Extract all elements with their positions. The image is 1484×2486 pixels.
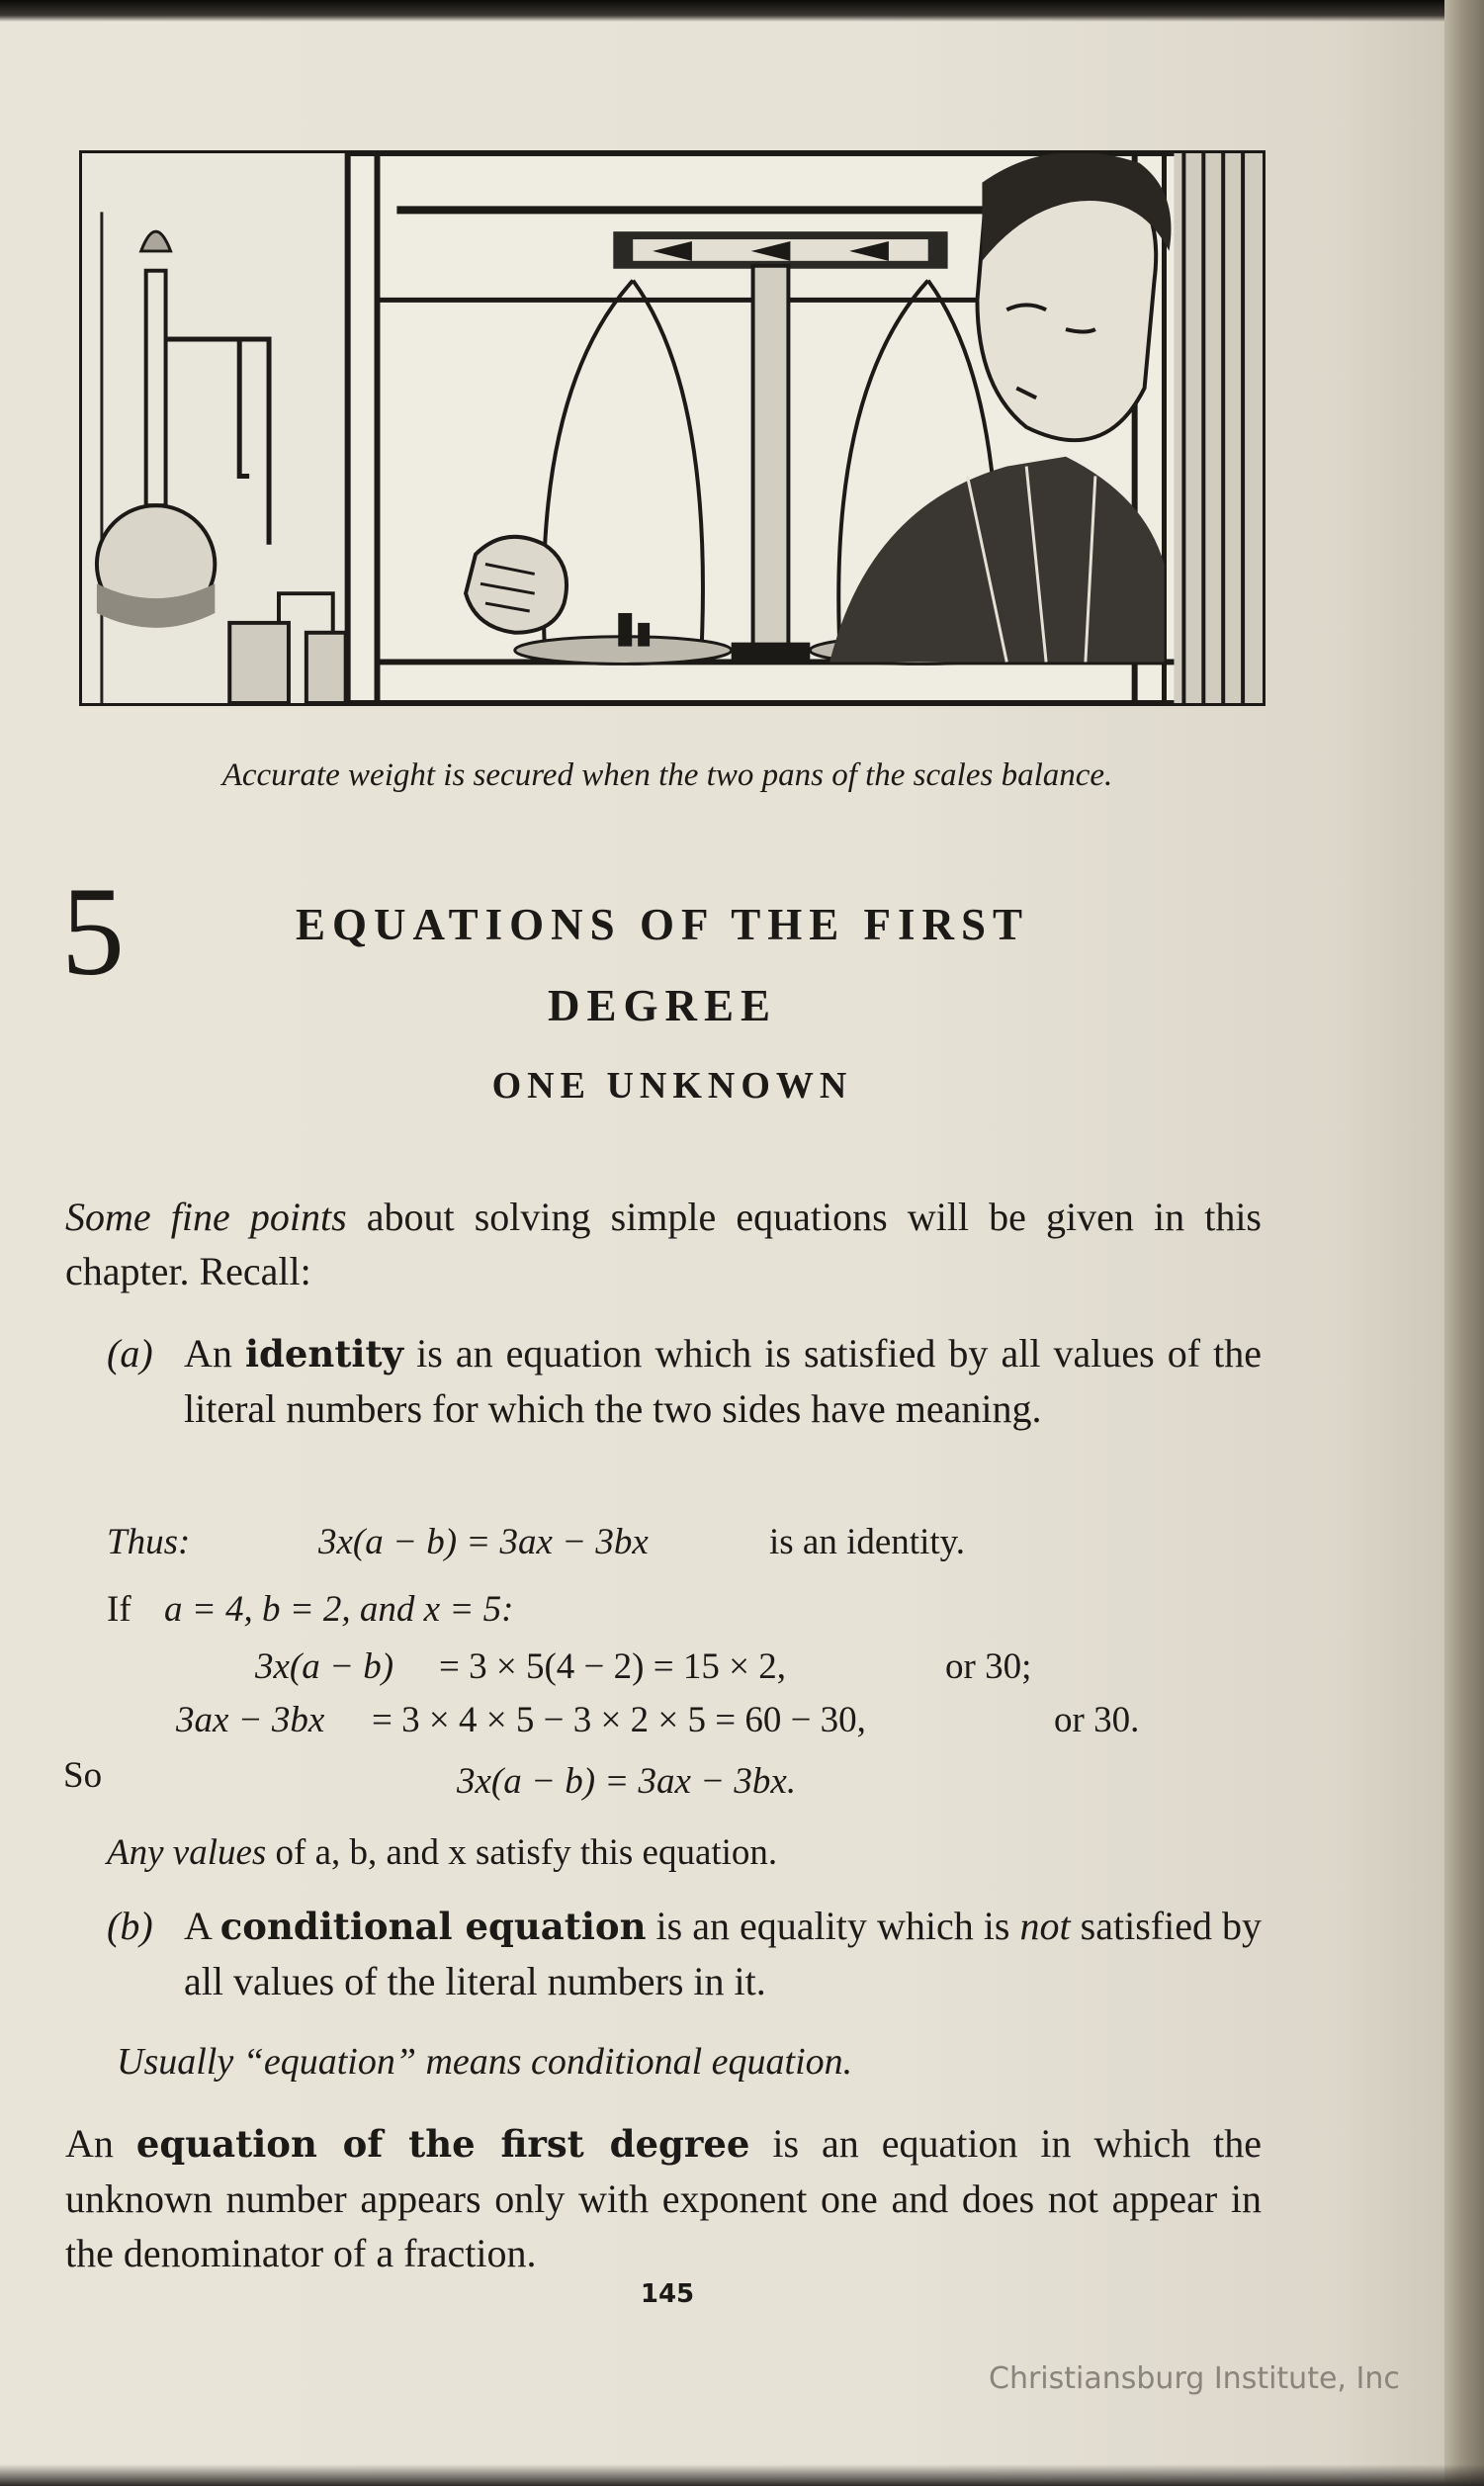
chapter-title-line-1: EQUATIONS OF THE FIRST <box>295 900 1030 949</box>
watermark: Christiansburg Institute, Inc <box>989 2361 1400 2396</box>
any-values-sentence: Any values of a, b, and x satisfy this equation. <box>107 1832 778 1873</box>
thus-label: Thus: <box>107 1522 191 1562</box>
illustration-caption: Accurate weight is secured when the two pans of the scales balance. <box>221 757 1113 793</box>
item-b-label: (b) <box>107 1904 153 1948</box>
balance-scale-drawing <box>82 153 1263 703</box>
so-label: So <box>63 1755 103 1796</box>
book-edge <box>1444 0 1484 2486</box>
line2-lhs: 3ax − 3bx <box>176 1700 325 1740</box>
page-bottom-shadow <box>0 2464 1484 2486</box>
term-first-degree: equation of the first degree <box>135 2122 750 2166</box>
if-values: a = 4, b = 2, and x = 5: <box>164 1589 514 1630</box>
term-conditional-equation: conditional equation <box>219 1905 647 1948</box>
section-title: ONE UNKNOWN <box>491 1065 853 1107</box>
chapter-title <box>198 884 1127 1046</box>
page-top-shadow <box>0 0 1484 22</box>
chapter-number: 5 <box>61 861 125 1002</box>
balance-scale-illustration <box>79 150 1266 706</box>
intro-text: about solving simple equations will be given in this chapter. Recall: <box>65 1195 1262 1293</box>
line2-rhs: = 3 × 4 × 5 − 3 × 2 × 5 = 60 − 30, <box>372 1700 866 1740</box>
identity-note: is an identity. <box>769 1522 965 1562</box>
intro-paragraph <box>65 1190 1262 1298</box>
line2-or: or 30. <box>1054 1700 1140 1740</box>
item-a-label: (a) <box>107 1331 153 1376</box>
line1-lhs: 3x(a − b) <box>255 1646 394 1687</box>
so-equation: 3x(a − b) = 3ax − 3bx. <box>457 1761 797 1802</box>
identity-equation: 3x(a − b) = 3ax − 3bx <box>318 1522 649 1562</box>
page-number: 145 <box>640 2279 695 2309</box>
item-a-text: An identity is an equation which is satisfied by all values of the literal numbers for which the two sides have meaning. <box>184 1331 1262 1431</box>
intro-italic-lead: Some fine points <box>65 1195 347 1239</box>
usually-note: Usually “equation” means conditional equation. <box>117 2041 853 2083</box>
term-identity: identity <box>244 1332 404 1376</box>
definition-paragraph: An equation of the first degree is an equation in which the unknown number appears only with exponent one and does not appear in the denominator of a fraction. <box>65 2121 1263 2275</box>
emphasis-not: not <box>1019 1904 1071 1948</box>
if-label: If <box>107 1589 131 1630</box>
line1-or: or 30; <box>945 1646 1032 1687</box>
chapter-title-line-2: DEGREE <box>547 981 778 1030</box>
line1-rhs: = 3 × 5(4 − 2) = 15 × 2, <box>439 1646 786 1687</box>
item-b-text: A conditional equation is an equality which is not satisfied by all values of the literal numbers in it. <box>184 1904 1262 2003</box>
